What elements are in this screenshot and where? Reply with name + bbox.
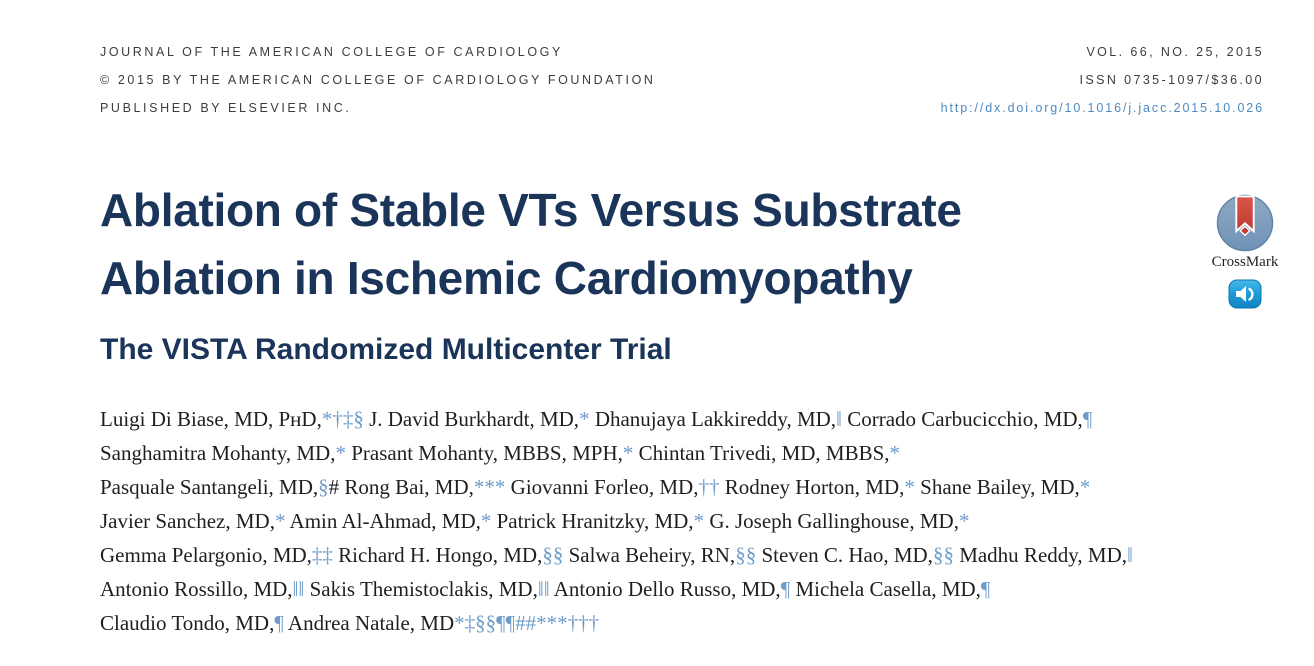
- author-name-text: Richard H. Hongo, MD,: [332, 543, 543, 567]
- author-name-text: Shane Bailey, MD,: [914, 475, 1080, 499]
- author-name-text: J. David Burkhardt, MD,: [363, 407, 580, 431]
- author-line: [100, 572, 1250, 606]
- audio-button[interactable]: [1228, 279, 1262, 309]
- author-name-text: Prasant Mohanty, MBBS, MPH,: [345, 441, 623, 465]
- author-name-text: Giovanni Forleo, MD,: [505, 475, 699, 499]
- affiliation-symbol: ††: [698, 475, 720, 499]
- author-list: [100, 402, 1250, 640]
- affiliation-symbol: *: [1079, 475, 1091, 499]
- article-title-line1: Ablation of Stable VTs Versus Substrate: [100, 184, 962, 236]
- journal-meta-left: [100, 38, 656, 122]
- author-line: [100, 402, 1250, 436]
- affiliation-symbol: *: [274, 509, 286, 533]
- author-line: [100, 538, 1250, 572]
- doi-link[interactable]: http://dx.doi.org/10.1016/j.jacc.2015.10.026: [940, 101, 1264, 115]
- affiliation-symbol: *: [579, 407, 590, 431]
- article-title-line2: Ablation in Ischemic Cardiomyopathy: [100, 252, 913, 304]
- affiliation-symbol: ***: [473, 475, 506, 499]
- author-name-text: Gemma Pelargonio, MD,: [100, 543, 312, 567]
- author-name-text: Claudio Tondo, MD,: [100, 611, 275, 635]
- author-name-text: Antonio Rossillo, MD,: [100, 577, 293, 601]
- crossmark-label: CrossMark: [1211, 254, 1279, 270]
- author-name-text: Pasquale Santangeli, MD,: [100, 475, 319, 499]
- author-line: [100, 504, 1250, 538]
- volume-issue: VOL. 66, NO. 25, 2015: [1086, 45, 1264, 59]
- author-name-text: Javier Sanchez, MD,: [100, 509, 275, 533]
- author-name-text: Chintan Trivedi, MD, MBBS,: [633, 441, 890, 465]
- affiliation-symbol: §: [318, 475, 329, 499]
- author-line: [100, 606, 1250, 640]
- author-name-text: Amin Al-Ahmad, MD,: [285, 509, 481, 533]
- author-name-text: Rong Bai, MD,: [339, 475, 474, 499]
- author-name-text: Corrado Carbucicchio, MD,: [841, 407, 1083, 431]
- crossmark-ribbon-icon[interactable]: [1216, 194, 1274, 252]
- affiliation-symbol: ‖‖: [537, 577, 550, 601]
- author-name-text: Salwa Beheiry, RN,: [563, 543, 736, 567]
- affiliation-symbol: *: [958, 509, 970, 533]
- author-name-text: Dhanujaya Lakkireddy, MD,: [589, 407, 837, 431]
- affiliation-symbol: *‡§§¶¶##***†††: [454, 611, 600, 635]
- affiliation-symbol: ‡‡: [311, 543, 333, 567]
- author-line: [100, 470, 1250, 504]
- author-name-text: G. Joseph Gallinghouse, MD,: [704, 509, 959, 533]
- affiliation-symbol: *: [480, 509, 492, 533]
- affiliation-symbol: ¶: [980, 577, 991, 601]
- publisher-line: PUBLISHED BY ELSEVIER INC.: [100, 101, 352, 115]
- badge-column: [1206, 194, 1284, 309]
- affiliation-symbol: *: [889, 441, 901, 465]
- author-name-text: Sanghamitra Mohanty, MD,: [100, 441, 336, 465]
- author-name-text: Michela Casella, MD,: [790, 577, 981, 601]
- affiliation-symbol: §§: [542, 543, 564, 567]
- affiliation-symbol: *: [622, 441, 634, 465]
- author-name-text: Luigi Di Biase, MD, PʜD,: [100, 407, 322, 431]
- author-name-text: Antonio Dello Russo, MD,: [549, 577, 781, 601]
- author-name-text: Rodney Horton, MD,: [719, 475, 905, 499]
- affiliation-symbol: *: [904, 475, 915, 499]
- article-subtitle: The VISTA Randomized Multicenter Trial: [100, 333, 672, 366]
- journal-name: JOURNAL OF THE AMERICAN COLLEGE OF CARDIOLOGY: [100, 45, 563, 59]
- affiliation-symbol: ¶: [780, 577, 791, 601]
- affiliation-symbol: ¶: [274, 611, 284, 635]
- affiliation-symbol: ‖: [836, 407, 842, 431]
- issn-price: ISSN 0735-1097/$36.00: [1079, 73, 1264, 87]
- affiliation-symbol: *: [335, 441, 346, 465]
- affiliation-symbol: §§: [735, 543, 757, 567]
- article-title: [100, 176, 962, 312]
- author-name-text: Madhu Reddy, MD,: [953, 543, 1127, 567]
- author-name-text: Sakis Themistoclakis, MD,: [304, 577, 538, 601]
- speaker-icon: [1228, 279, 1262, 309]
- copyright-line: © 2015 BY THE AMERICAN COLLEGE OF CARDIOLOGY FOUNDATION: [100, 73, 656, 87]
- affiliation-symbol: *: [693, 509, 705, 533]
- affiliation-symbol: ‖‖: [292, 577, 305, 601]
- journal-meta-right: [941, 38, 1264, 122]
- affiliation-symbol: ¶: [1082, 407, 1093, 431]
- author-name-text: Steven C. Hao, MD,: [756, 543, 933, 567]
- affiliation-symbol: *†‡§: [321, 407, 364, 431]
- affiliation-symbol: §§: [932, 543, 954, 567]
- author-line: [100, 436, 1250, 470]
- author-name-text: Andrea Natale, MD: [283, 611, 455, 635]
- affiliation-symbol: #: [328, 475, 340, 499]
- author-name-text: Patrick Hranitzky, MD,: [491, 509, 694, 533]
- affiliation-symbol: ‖: [1126, 543, 1133, 567]
